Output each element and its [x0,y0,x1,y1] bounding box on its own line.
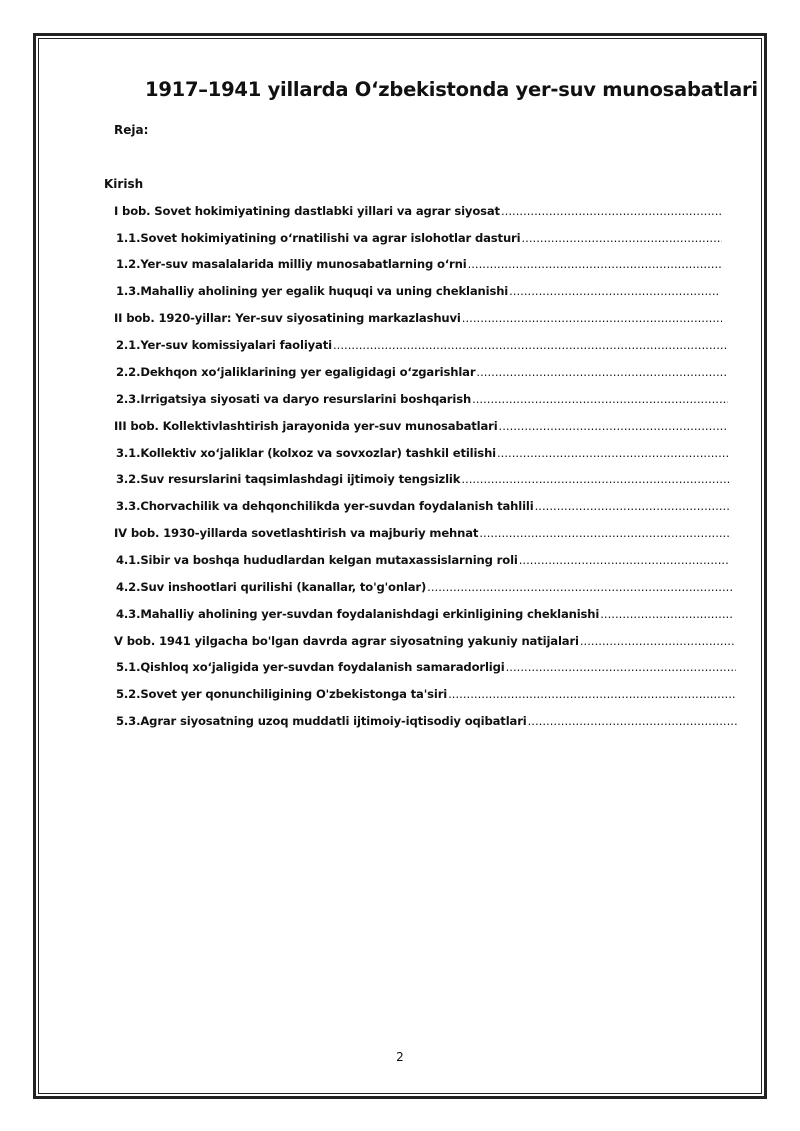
toc-entry [114,634,734,652]
toc-entry-label: IV bob. 1930-yillarda sovetlashtirish va majburiy mehnat [114,526,479,540]
toc-entry-label: 3.1.Kollektiv xo‘jaliklar (kolxoz va sovxozlar) tashkil etilishi [116,446,496,460]
toc-dot-leader [499,419,728,433]
toc-entry-label: 4.1.Sibir va boshqa hududlardan kelgan mutaxassislarning roli [116,553,518,567]
toc-entry [116,660,736,678]
toc-entry-label: 1.1.Sovet hokimiyatining o‘rnatilishi va agrar islohotlar dasturi [116,231,521,245]
toc-dot-leader [427,580,732,594]
toc-entry-label: 2.1.Yer-suv komissiyalari faoliyati [116,338,332,352]
toc-entry-label: 4.3.Mahalliy aholining yer-suvdan foydalanishdagi erkinligining cheklanishi [116,607,600,621]
toc-entry-label: 5.1.Qishloq xo‘jaligida yer-suvdan foydalanish samaradorligi [116,660,505,674]
toc-entry-label: 2.3.Irrigatsiya siyosati va daryo resurslarini boshqarish [116,392,472,406]
toc-entry-label: 3.2.Suv resurslarini taqsimlashdagi ijtimoiy tengsizlik [116,472,461,486]
toc-entry [116,392,728,410]
toc-dot-leader [580,634,734,648]
toc-dot-leader [476,365,728,379]
toc-dot-leader [509,284,720,298]
toc-entry-label: I bob. Sovet hokimiyatining dastlabki yillari va agrar siyosat [114,204,500,218]
toc-dot-leader [333,338,728,352]
toc-dot-leader [479,526,730,540]
toc-dot-leader [472,392,728,406]
page-number: 2 [396,1050,404,1064]
toc-entry [116,338,728,356]
toc-entry-label: 5.2.Sovet yer qonunchiligining O'zbekistonga ta'siri [116,687,448,701]
toc-entry [116,714,738,732]
toc-entry [116,553,730,571]
toc-entry-label: 1.3.Mahalliy aholining yer egalik huquqi va uning cheklanishi [116,284,509,298]
toc-entry [116,446,730,464]
toc-entry [116,257,722,275]
toc-dot-leader [448,687,736,701]
toc-entry [116,580,732,598]
toc-entry [116,365,728,383]
document-title: 1917–1941 yillarda O‘zbekistonda yer-suv munosabatlari [145,78,758,101]
toc-entry [114,419,728,437]
toc-entry [116,607,732,625]
toc-dot-leader [501,204,722,218]
toc-dot-leader [528,714,738,728]
toc-entry-label: 1.2.Yer-suv masalalarida milliy munosabatlarning o‘rni [116,257,467,271]
toc-entry [114,526,730,544]
toc-entry-label: 5.3.Agrar siyosatning uzoq muddatli ijtimoiy-iqtisodiy oqibatlari [116,714,527,728]
toc-entry [116,284,720,302]
plan-label: Reja: [114,123,149,137]
toc-dot-leader [497,446,730,460]
toc-entry-label: II bob. 1920-yillar: Yer-suv siyosatining markazlashuvi [114,311,461,325]
intro-label: Kirish [104,177,144,191]
toc-dot-leader [519,553,730,567]
toc-entry [114,204,722,222]
toc-dot-leader [521,231,722,245]
toc-entry-label: 4.2.Suv inshootlari qurilishi (kanallar, to'g'onlar) [116,580,427,594]
toc-dot-leader [461,472,730,486]
toc-entry [116,472,730,490]
toc-dot-leader [600,607,732,621]
toc-entry-label: III bob. Kollektivlashtirish jarayonida yer-suv munosabatlari [114,419,498,433]
toc-dot-leader [468,257,722,271]
toc-entry [114,311,722,329]
toc-entry [116,231,722,249]
toc-entry-label: 3.3.Chorvachilik va dehqonchilikda yer-suvdan foydalanish tahlili [116,499,534,513]
toc-dot-leader [462,311,722,325]
toc-dot-leader [506,660,736,674]
toc-entry [116,499,730,517]
toc-dot-leader [535,499,730,513]
toc-entry [116,687,736,705]
toc-entry-label: 2.2.Dekhqon xo‘jaliklarining yer egaligidagi o‘zgarishlar [116,365,476,379]
toc-entry-label: V bob. 1941 yilgacha bo'lgan davrda agrar siyosatning yakuniy natijalari [114,634,579,648]
